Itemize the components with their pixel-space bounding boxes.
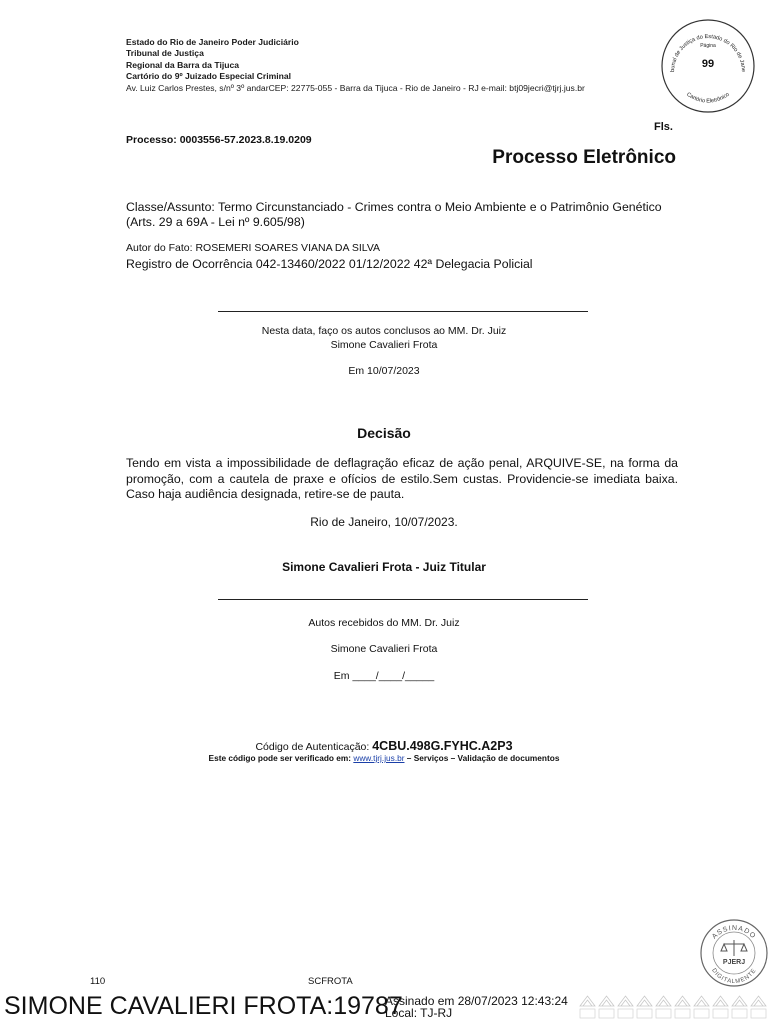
autor-do-fato: Autor do Fato: ROSEMERI SOARES VIANA DA SILVA [126,242,381,254]
letterhead-line: Regional da Barra da Tijuca [126,59,240,70]
decision-body: Tendo em vista a impossibilidade de deflagração eficaz de ação penal, ARQUIVE-SE, na forma da promoção, com a cautela de praxe e ofícios de estilo.Sem custas. Providencie-se imediata baixa. Caso haja audiência designada, retire-se de pauta. [126,456,678,501]
conclusos-line: Nesta data, faço os autos conclusos ao MM. Dr. Juiz [261,325,507,337]
fls-label: Fls. [654,121,673,133]
recebidos-judge: Simone Cavalieri Frota [330,643,438,655]
signature-bar [0,988,768,1024]
authentication-code: 4CBU.498G.FYHC.A2P3 [372,739,513,753]
verification-suffix: – Serviços – Validação de documentos [404,753,560,763]
document-title: Processo Eletrônico [492,147,676,168]
decision-title: Decisão [357,425,411,441]
place-date: Rio de Janeiro, 10/07/2023. [310,515,458,529]
registro-ocorrencia: Registro de Ocorrência 042-13460/2022 01/12/2022 42ª Delegacia Policial [126,257,533,271]
pattern-tile [694,996,709,1018]
signed-at: Assinado em 28/07/2023 12:43:24 [385,994,568,1008]
recebidos-date: Em ____/____/_____ [333,670,435,682]
page-stamp [660,18,756,114]
signature-info [385,995,568,1019]
stamp-page-label: Página [700,43,716,49]
seal-bottom-text: DIGITALMENTE [710,967,758,986]
pattern-tile [656,996,671,1018]
letterhead-address: Av. Luiz Carlos Prestes, s/nº 3º andarCEP: 22775-055 - Barra da Tijuca - Rio de Janeiro - RJ e-mail: btj09jecri@tjrj.jus.br [126,82,585,93]
pattern-tile [751,996,766,1018]
stamp-page-number: 99 [701,58,715,70]
conclusos-judge: Simone Cavalieri Frota [330,339,438,351]
seal-center-text: PJERJ [722,959,746,966]
seal-top-text: ASSINADO [710,924,758,941]
signature-watermark-pattern [578,994,768,1020]
judge-signature-line: Simone Cavalieri Frota - Juiz Titular [282,560,486,574]
conclusos-date: Em 10/07/2023 [348,365,420,377]
stamp-bottom-text: Cartório Eletrônico [685,91,731,105]
stamp-ring-text: bunal de Justiça do Estado do Rio de Jane [669,33,747,73]
verification-note [0,753,768,763]
pattern-tile [637,996,652,1018]
pattern-tile [580,996,595,1018]
authentication-label: Código de Autenticação: [255,741,373,753]
pattern-tile [732,996,747,1018]
footer-user: SCFROTA [308,976,353,987]
process-number: Processo: 0003556-57.2023.8.19.0209 [126,134,312,146]
pattern-tile [599,996,614,1018]
footer-page-number: 110 [90,976,106,987]
letterhead [126,37,585,94]
pattern-tile [675,996,690,1018]
signature-local: Local: TJ-RJ [385,1006,453,1020]
divider [218,311,588,312]
signer-name: SIMONE CAVALIERI FROTA:19787 [4,992,403,1020]
pattern-tile [713,996,728,1018]
letterhead-line: Estado do Rio de Janeiro Poder Judiciário [126,37,299,47]
divider [218,599,588,600]
digital-signature-seal [699,918,768,988]
classe-assunto: Classe/Assunto: Termo Circunstanciado - Crimes contra o Meio Ambiente e o Patrimônio Genético (Arts. 29 a 69A - Lei nº 9.605/98) [126,200,662,229]
letterhead-line: Tribunal de Justiça [126,48,204,59]
letterhead-line: Cartório do 9º Juizado Especial Criminal [126,71,292,82]
pattern-tile [618,996,633,1018]
verification-prefix: Este código pode ser verificado em: [208,753,354,763]
recebidos-line: Autos recebidos do MM. Dr. Juiz [308,617,460,629]
tjrj-link[interactable]: www.tjrj.jus.br [353,753,405,763]
